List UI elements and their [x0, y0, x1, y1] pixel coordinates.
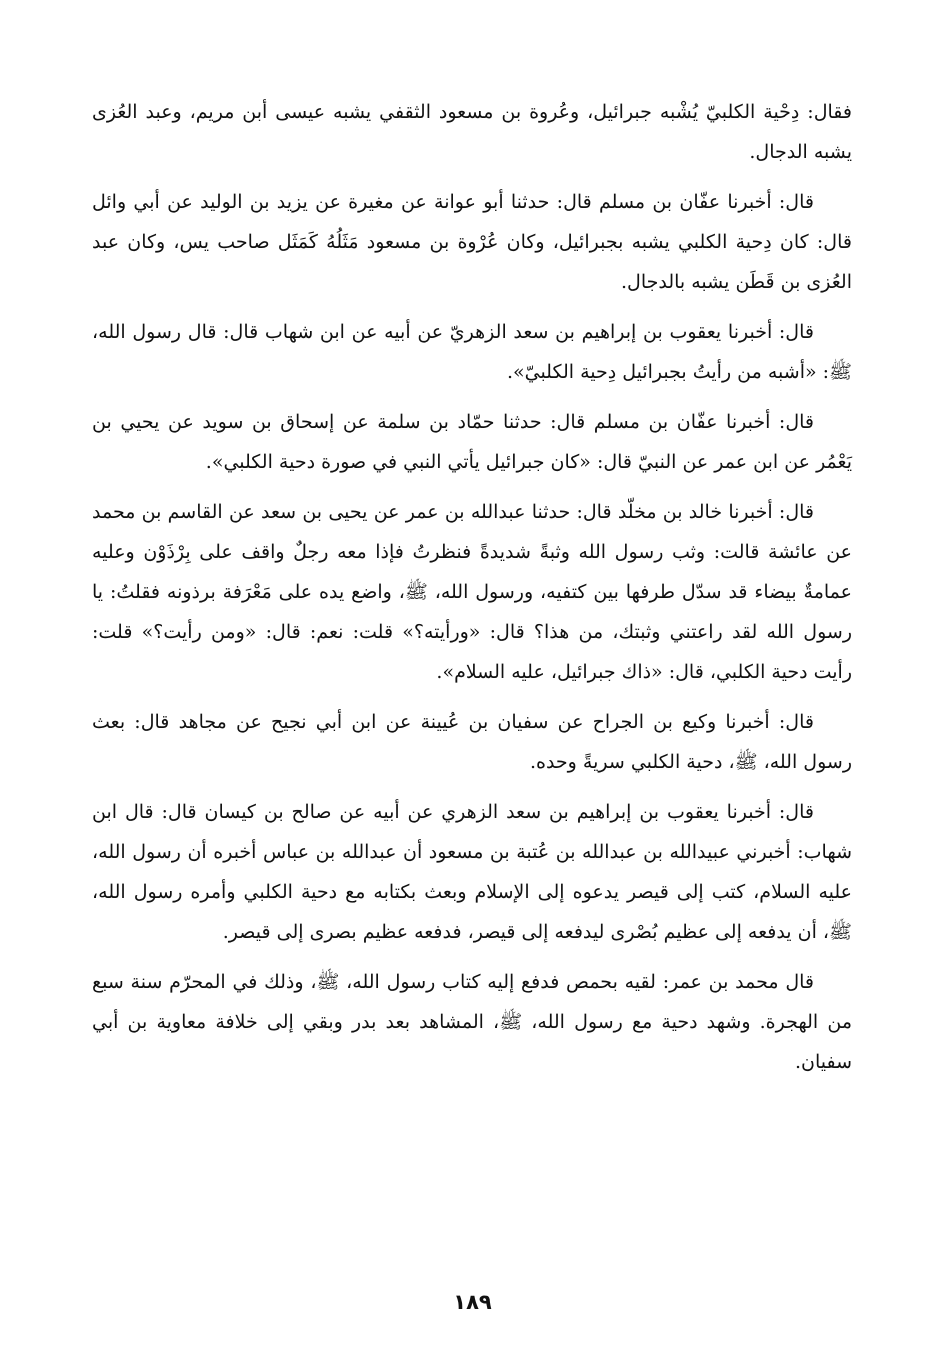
- paragraph-5: قال: أخبرنا خالد بن مخلّد قال: حدثنا عبدالله بن عمر عن يحيى بن سعد عن القاسم بن محمد عن عائشة قالت: وثب رسول الله وثبةً شديدةً فنظرتُ فإذا معه رجلٌ واقف على بِرْذَوْن وعليه عمامةٌ بيضاء قد سدّل طرفها بين كتفيه، ورسول الله، ﷺ، واضع يده على مَعْرَفة برذونه فقلتُ: يا رسول الله لقد راعتني وثبتك، من هذا؟ قال: «ورأيته؟» قلت: نعم: قال: «ومن رأيت؟» قلت: رأيت دحية الكلبي، قال: «ذاك جبرائيل، عليه السلام».: [92, 501, 852, 683]
- paragraph-8: قال محمد بن عمر: لقيه بحمص فدفع إليه كتاب رسول الله، ﷺ، وذلك في المحرّم سنة سبع من الهجرة. وشهد دحية مع رسول الله، ﷺ، المشاهد بعد بدر وبقي إلى خلافة معاوية بن أبي سفيان.: [92, 971, 852, 1073]
- paragraph-6: قال: أخبرنا وكيع بن الجراح عن سفيان بن عُيينة عن ابن أبي نجيح عن مجاهد قال: بعث رسول الله، ﷺ، دحية الكلبي سريةً وحده.: [92, 711, 852, 773]
- paragraph-4: قال: أخبرنا عفّان بن مسلم قال: حدثنا حمّاد بن سلمة عن إسحاق بن سويد عن يحيي بن يَعْمُر عن ابن عمر عن النبيّ قال: «كان جبرائيل يأتي النبي في صورة دحية الكلبي».: [92, 411, 852, 473]
- paragraph-2: قال: أخبرنا عفّان بن مسلم قال: حدثنا أبو عوانة عن مغيرة عن يزيد بن الوليد عن أبي وائل قال: كان دِحية الكلبي يشبه بجبرائيل، وكان عُرْوة بن مسعود مَثَلُهُ كَمَثَل صاحب يس، وكان عبد العُزى بن قَطَن يشبه بالدجال.: [92, 191, 852, 293]
- page-body: [92, 92, 852, 1242]
- page-number: ١٨٩: [453, 1290, 492, 1314]
- paragraph-3: قال: أخبرنا يعقوب بن إبراهيم بن سعد الزهريّ عن أبيه عن ابن شهاب قال: قال رسول الله، ﷺ: «أشبه من رأيتُ بجبرائيل دِحية الكلبيّ».: [92, 321, 852, 383]
- paragraph-1: فقال: دِحْية الكلبيّ يُشْبه جبرائيل، وعُروة بن مسعود الثقفي يشبه عيسى أبن مريم، وعبد العُزى يشبه الدجال.: [92, 101, 852, 163]
- paragraph-7: قال: أخبرنا يعقوب بن إبراهيم بن سعد الزهري عن أبيه عن صالح بن كيسان قال: قال ابن شهاب: أخبرني عبيدالله بن عبدالله بن عُتبة بن مسعود أن عبدالله بن عباس أخبره أن رسول الله، عليه السلام، كتب إلى قيصر يدعوه إلى الإسلام وبعث بكتابه مع دحية الكلبي وأمره رسول الله، ﷺ، أن يدفعه إلى عظيم بُصْرى ليدفعه إلى قيصر، فدفعه عظيم بصرى إلى قيصر.: [92, 801, 852, 943]
